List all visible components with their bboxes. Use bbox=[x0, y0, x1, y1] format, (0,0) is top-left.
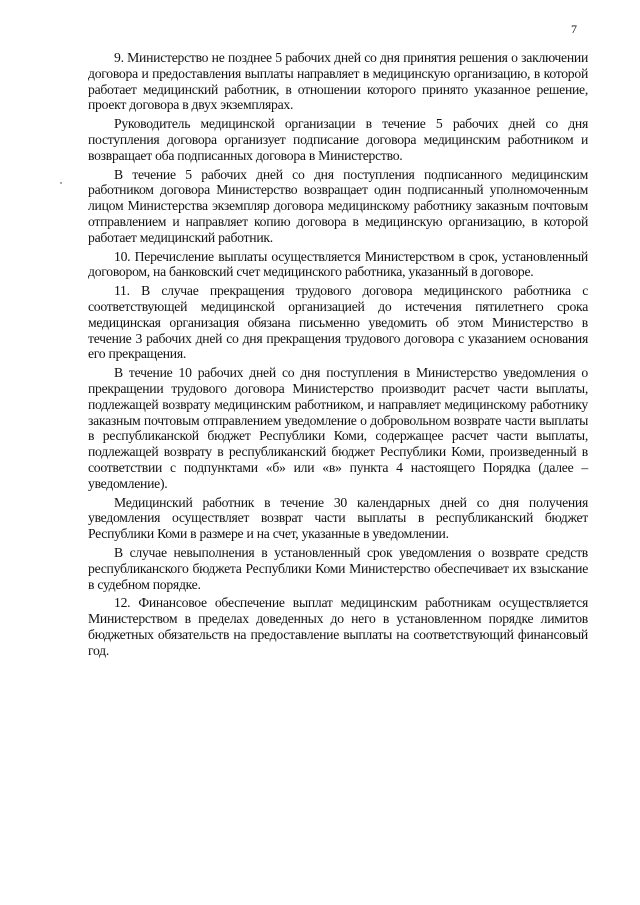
paragraph-10: 10. Перечисление выплаты осуществляется Министерством в срок, установленный договором, на банковский счет медицинского работника, указанный в договоре. bbox=[88, 248, 588, 280]
paragraph-11: 11. В случае прекращения трудового договора медицинского работника с соответствующей медицинской организацией до истечения пятилетнего срока медицинская организация обязана письменно уведомить об этом Министерство в течение 3 рабочих дней со дня прекращения трудового договора с указанием основания его прекращения. bbox=[88, 283, 588, 362]
scan-artifact-dot bbox=[60, 182, 62, 184]
document-body bbox=[88, 50, 588, 661]
paragraph-9-return: В течение 5 рабочих дней со дня поступления подписанного медицинским работником договора Министерство возвращает один подписанный уполномоченным лицом Министерства экземпляр договора медицинскому работнику заказным почтовым отправлением и направляет копию договора в медицинскую организацию, в которой работает медицинский работник. bbox=[88, 166, 588, 245]
paragraph-11-recovery: В случае невыполнения в установленный срок уведомления о возврате средств республиканского бюджета Республики Коми Министерство обеспечивает их взыскание в судебном порядке. bbox=[88, 544, 588, 592]
paragraph-11-refund: Медицинский работник в течение 30 календарных дней со дня получения уведомления осуществляет возврат части выплаты в республиканский бюджет Республики Коми в размере и на счет, указанные в уведомлении. bbox=[88, 494, 588, 542]
paragraph-9-signing: Руководитель медицинской организации в течение 5 рабочих дней со дня поступления договора организует подписание договора медицинским работником и возвращает оба подписанных договора в Министерство. bbox=[88, 116, 588, 163]
paragraph-12: 12. Финансовое обеспечение выплат медицинским работникам осуществляется Министерством в пределах доведенных до него в установленном порядке лимитов бюджетных обязательств на предоставление выплаты на соответствующий финансовый год. bbox=[88, 595, 588, 658]
paragraph-11-calculation: В течение 10 рабочих дней со дня поступления в Министерство уведомления о прекращении трудового договора Министерство производит расчет части выплаты, подлежащей возврату медицинским работником, и направляет медицинскому работнику заказным почтовым отправлением уведомление о добровольном возврате части выплаты в республиканской бюджет Республики Коми, содержащее расчет части выплаты, подлежащей возврату в республиканский бюджет Республики Коми, произведенный в соответствии с подпунктами «б» или «в» пункта 4 настоящего Порядка (далее – уведомление). bbox=[88, 365, 588, 491]
paragraph-9: 9. Министерство не позднее 5 рабочих дней со дня принятия решения о заключении договора и предоставления выплаты направляет в медицинскую организацию, в которой работает медицинский работник, в отношении которого принято указанное решение, проект договора в двух экземплярах. bbox=[88, 50, 588, 113]
page-number: 7 bbox=[571, 22, 577, 36]
